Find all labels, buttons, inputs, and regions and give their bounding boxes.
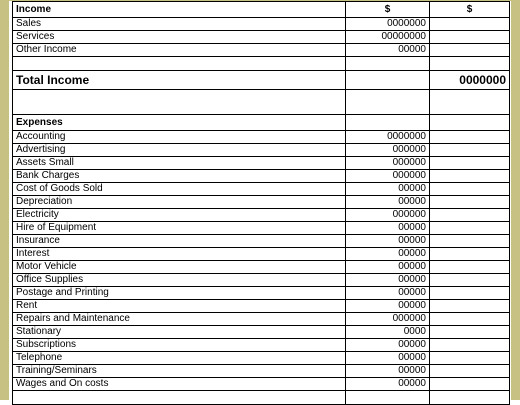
currency-header-col3[interactable]: $ <box>430 2 510 18</box>
expense-item-value[interactable]: 00000 <box>346 365 430 378</box>
expense-item-label[interactable]: Subscriptions <box>13 339 346 352</box>
empty-cell[interactable] <box>430 287 510 300</box>
empty-cell[interactable] <box>430 261 510 274</box>
table-row <box>13 261 510 274</box>
empty-cell[interactable] <box>430 18 510 31</box>
expense-item-label[interactable]: Stationary <box>13 326 346 339</box>
expense-item-value[interactable]: 000000 <box>346 144 430 157</box>
blank-row <box>13 57 510 71</box>
table-row <box>13 222 510 235</box>
empty-cell[interactable] <box>430 300 510 313</box>
empty-cell[interactable] <box>430 196 510 209</box>
table-row <box>13 183 510 196</box>
expense-item-value[interactable]: 00000 <box>346 300 430 313</box>
empty-cell[interactable] <box>13 90 346 115</box>
table-row <box>13 157 510 170</box>
expense-item-value[interactable]: 0000000 <box>346 131 430 144</box>
expense-item-label[interactable]: Electricity <box>13 209 346 222</box>
expense-item-label[interactable]: Rent <box>13 300 346 313</box>
expense-item-label[interactable]: Repairs and Maintenance <box>13 313 346 326</box>
empty-cell[interactable] <box>346 391 430 405</box>
expense-item-value[interactable]: 00000 <box>346 378 430 391</box>
table-row <box>13 31 510 44</box>
income-item-label[interactable]: Services <box>13 31 346 44</box>
blank-row <box>13 90 510 115</box>
total-income-value[interactable]: 0000000 <box>430 71 510 90</box>
expense-item-label[interactable]: Wages and On costs <box>13 378 346 391</box>
expense-item-value[interactable]: 00000 <box>346 235 430 248</box>
expense-item-value[interactable]: 00000 <box>346 274 430 287</box>
table-row <box>13 144 510 157</box>
table-row <box>13 274 510 287</box>
empty-cell[interactable] <box>430 326 510 339</box>
empty-cell[interactable] <box>430 248 510 261</box>
expense-item-label[interactable]: Telephone <box>13 352 346 365</box>
empty-cell[interactable] <box>430 183 510 196</box>
table-row <box>13 339 510 352</box>
empty-cell[interactable] <box>430 391 510 405</box>
empty-cell[interactable] <box>13 57 346 71</box>
table-row <box>13 313 510 326</box>
expenses-header-row <box>13 115 510 131</box>
income-item-value[interactable]: 00000 <box>346 44 430 57</box>
expense-item-value[interactable]: 00000 <box>346 339 430 352</box>
expense-item-value[interactable]: 00000 <box>346 352 430 365</box>
income-expense-table <box>12 1 510 405</box>
expense-item-value[interactable]: 00000 <box>346 196 430 209</box>
expense-item-label[interactable]: Postage and Printing <box>13 287 346 300</box>
empty-cell[interactable] <box>430 313 510 326</box>
total-income-label[interactable]: Total Income <box>13 71 346 90</box>
empty-cell[interactable] <box>430 209 510 222</box>
expense-item-label[interactable]: Motor Vehicle <box>13 261 346 274</box>
expense-item-label[interactable]: Cost of Goods Sold <box>13 183 346 196</box>
empty-cell[interactable] <box>430 222 510 235</box>
table-row <box>13 235 510 248</box>
income-item-value[interactable]: 00000000 <box>346 31 430 44</box>
expense-item-value[interactable]: 000000 <box>346 157 430 170</box>
table-row <box>13 352 510 365</box>
expense-item-value[interactable]: 0000 <box>346 326 430 339</box>
empty-cell[interactable] <box>430 157 510 170</box>
empty-cell[interactable] <box>13 391 346 405</box>
empty-cell[interactable] <box>430 365 510 378</box>
empty-cell[interactable] <box>430 352 510 365</box>
empty-cell[interactable] <box>430 44 510 57</box>
empty-cell[interactable] <box>346 57 430 71</box>
empty-cell[interactable] <box>430 235 510 248</box>
expense-item-value[interactable]: 00000 <box>346 261 430 274</box>
empty-cell[interactable] <box>346 71 430 90</box>
expense-item-label[interactable]: Advertising <box>13 144 346 157</box>
income-item-value[interactable]: 0000000 <box>346 18 430 31</box>
table-row <box>13 300 510 313</box>
total-income-row <box>13 71 510 90</box>
empty-cell[interactable] <box>346 115 430 131</box>
expense-item-value[interactable]: 00000 <box>346 248 430 261</box>
expense-item-label[interactable]: Insurance <box>13 235 346 248</box>
currency-header-col2[interactable]: $ <box>346 2 430 18</box>
expense-item-value[interactable]: 000000 <box>346 170 430 183</box>
empty-cell[interactable] <box>430 339 510 352</box>
empty-cell[interactable] <box>430 378 510 391</box>
empty-cell[interactable] <box>430 31 510 44</box>
table-row <box>13 209 510 222</box>
income-item-label[interactable]: Sales <box>13 18 346 31</box>
expense-item-value[interactable]: 00000 <box>346 222 430 235</box>
expense-item-label[interactable]: Training/Seminars <box>13 365 346 378</box>
expense-item-label[interactable]: Assets Small <box>13 157 346 170</box>
income-heading[interactable]: Income <box>13 2 346 18</box>
expense-item-label[interactable]: Bank Charges <box>13 170 346 183</box>
expense-item-label[interactable]: Office Supplies <box>13 274 346 287</box>
income-item-label[interactable]: Other Income <box>13 44 346 57</box>
expense-item-label[interactable]: Accounting <box>13 131 346 144</box>
expense-item-label[interactable]: Depreciation <box>13 196 346 209</box>
table-row <box>13 18 510 31</box>
expenses-heading[interactable]: Expenses <box>13 115 346 131</box>
empty-cell[interactable] <box>430 131 510 144</box>
table-row <box>13 131 510 144</box>
table-row <box>13 44 510 57</box>
empty-cell[interactable] <box>346 90 430 115</box>
empty-cell[interactable] <box>430 170 510 183</box>
table-row <box>13 287 510 300</box>
expense-item-value[interactable]: 000000 <box>346 209 430 222</box>
table-row <box>13 378 510 391</box>
empty-cell[interactable] <box>430 274 510 287</box>
expense-item-value[interactable]: 00000 <box>346 183 430 196</box>
expense-item-label[interactable]: Interest <box>13 248 346 261</box>
table-row <box>13 196 510 209</box>
empty-cell[interactable] <box>430 115 510 131</box>
empty-cell[interactable] <box>430 90 510 115</box>
income-header-row <box>13 2 510 18</box>
expense-item-value[interactable]: 000000 <box>346 313 430 326</box>
table-row <box>13 326 510 339</box>
table-row <box>13 365 510 378</box>
empty-cell[interactable] <box>430 57 510 71</box>
worksheet <box>12 1 517 405</box>
expense-item-label[interactable]: Hire of Equipment <box>13 222 346 235</box>
empty-cell[interactable] <box>430 144 510 157</box>
blank-row <box>13 391 510 405</box>
table-row <box>13 248 510 261</box>
table-row <box>13 170 510 183</box>
expense-item-value[interactable]: 00000 <box>346 287 430 300</box>
